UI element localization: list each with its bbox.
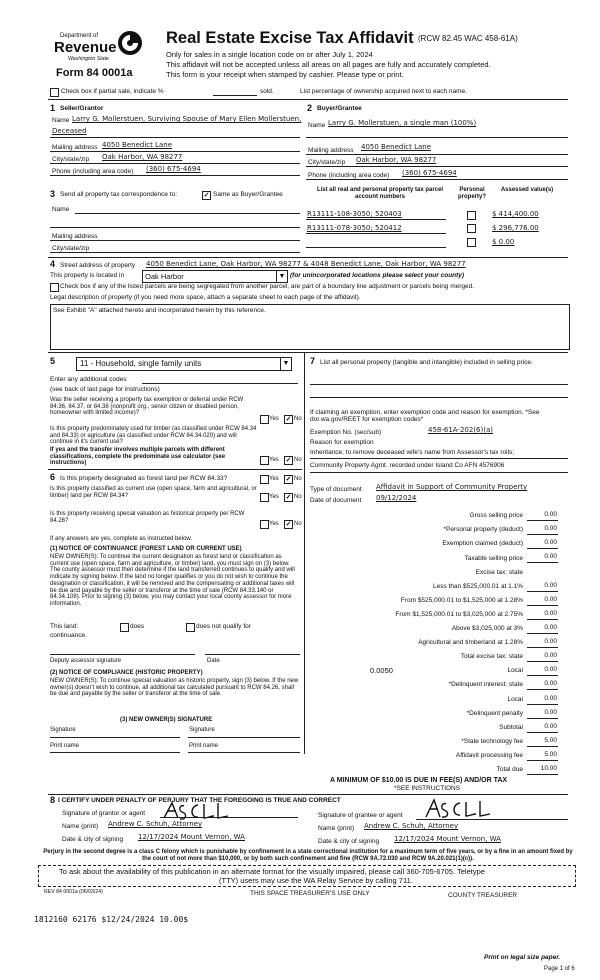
seller-city-label: City/state/zip bbox=[52, 156, 90, 163]
tax-row-label: Agricultural and timberland at 1.28% bbox=[418, 639, 523, 646]
same-as-buyer-label: Same as Buyer/Grantee bbox=[213, 191, 283, 198]
tax-row-label: Total due bbox=[496, 766, 523, 773]
dor-logo-icon bbox=[117, 30, 143, 56]
tax-row-label: Above $3,025,000 at 3% bbox=[451, 625, 523, 632]
divider bbox=[527, 520, 558, 521]
timber-yes-checkbox[interactable] bbox=[260, 456, 269, 465]
tax-row-label: Affidavit processing fee bbox=[455, 752, 523, 759]
grantor-name-label: Name (print) bbox=[62, 823, 99, 830]
document-date-field[interactable]: 09/12/2024 bbox=[376, 494, 417, 502]
buyer-name-field[interactable]: Larry G. Mollerstuen, a single man (100%) bbox=[328, 119, 477, 127]
forest-yes-checkbox[interactable] bbox=[260, 475, 269, 484]
local-rate-value: 0.0050 bbox=[370, 666, 393, 675]
divider bbox=[306, 247, 446, 248]
no-label: No bbox=[294, 416, 302, 422]
section3-mailing-field[interactable] bbox=[50, 240, 300, 241]
section6-number: 6 bbox=[50, 472, 56, 482]
divider bbox=[50, 227, 300, 228]
no-label: No bbox=[294, 494, 302, 500]
grantor-signature-label: Signature of grantor or agent bbox=[62, 810, 146, 817]
deputy-date-label: Date bbox=[207, 658, 220, 664]
compliance-notice-title: (2) NOTICE OF COMPLIANCE (HISTORIC PROPERTY) bbox=[50, 670, 203, 676]
continuance-notice-text: NEW OWNER(S): To continue the current designation as forest land or classification as current use (open space, farm and agriculture, or timber) land, you must sign on (3) below. The county assessor must then determine if the land transferred continues to qualify and will indicate by signing below. If the land no longer qualifies or you do not wish to continue the designation or classification, it will be removed and the compensating or additional taxes will be due and payable by the seller or transferor at the time of sale (RCW 84.33.140 or 84.34.108). Prior to signing (3) below, you may contact your local county assessor for more information. bbox=[50, 554, 295, 608]
seller-heading: Seller/Grantor bbox=[60, 105, 104, 112]
divider bbox=[527, 718, 558, 719]
tax-row-value[interactable]: 5.00 bbox=[544, 737, 557, 744]
tax-row-label: From $1,525,000.01 to $3,025,000 at 2.75% bbox=[395, 611, 523, 618]
historic-question: Is this property receiving special valuation as historical property per RCW 84.26? bbox=[50, 511, 245, 524]
tax-row-label: *State technology fee bbox=[461, 738, 523, 745]
yes-label: Yes bbox=[269, 416, 279, 422]
divider bbox=[304, 352, 305, 754]
buyer-phone-label: Phone (including area code) bbox=[308, 172, 390, 179]
divider bbox=[306, 179, 568, 180]
document-type-label: Type of document bbox=[310, 486, 362, 493]
dept-revenue: Revenue bbox=[54, 39, 117, 56]
personal-property-checkbox[interactable] bbox=[467, 211, 476, 220]
street-address-field[interactable]: 4050 Benedict Lane, Oak Harbor, WA 98277 & 4048 Benedict Lane, Oak Harbor, WA 98277 bbox=[146, 260, 466, 268]
located-label: This property is located in bbox=[50, 272, 125, 279]
section3-number: 3 bbox=[50, 189, 56, 199]
does-checkbox[interactable] bbox=[120, 623, 129, 632]
divider bbox=[416, 819, 568, 820]
tax-row-label: Gross selling price bbox=[469, 512, 523, 519]
tax-row-value[interactable]: 0.00 bbox=[544, 652, 557, 659]
buyer-heading-number: 2 bbox=[307, 103, 313, 113]
divider bbox=[306, 154, 568, 155]
tax-row-label: Exemption claimed (deduct) bbox=[442, 540, 523, 547]
new-owner-print-name-field[interactable] bbox=[188, 752, 300, 753]
divider bbox=[527, 704, 558, 705]
document-date-label: Date of document bbox=[310, 497, 362, 504]
divider bbox=[50, 163, 300, 164]
section7-number: 7 bbox=[310, 356, 316, 366]
seller-mailing-field[interactable]: 4050 Benedict Lane bbox=[102, 141, 173, 149]
tax-row-value[interactable]: 0.00 bbox=[544, 666, 557, 673]
tax-row-value[interactable]: 0.00 bbox=[544, 680, 557, 687]
tax-row-value[interactable]: 0.00 bbox=[544, 511, 557, 518]
continuance-label: continuance. bbox=[50, 632, 87, 639]
yes-label: Yes bbox=[269, 521, 279, 527]
exemption-reason-field-cont[interactable]: Community Property Agmt. recorded under Island Co AFN 4576906 bbox=[310, 462, 505, 469]
dept-line1: Department of bbox=[60, 33, 99, 39]
divider bbox=[527, 774, 558, 775]
cashier-stamp: 1812160 62176 $12/24/2024 10.00$ bbox=[34, 915, 189, 924]
buyer-city-label: City/state/zip bbox=[308, 159, 346, 166]
new-owner-signature-heading: (3) NEW OWNER(S) SIGNATURE bbox=[120, 717, 213, 723]
divider bbox=[527, 647, 558, 648]
grantee-signature-label: Signature of grantee or agent bbox=[318, 812, 403, 819]
section3-name-label: Name bbox=[52, 206, 70, 213]
divider bbox=[50, 175, 300, 176]
tax-row-label: *Delinquent interest: state bbox=[448, 681, 523, 688]
seller-name-field[interactable]: Larry G. Mollerstuen, Surviving Spouse of Mary Ellen Mollerstuen, bbox=[72, 115, 302, 123]
grantor-signature[interactable] bbox=[160, 800, 232, 822]
divider bbox=[527, 760, 558, 761]
buyer-heading: Buyer/Grantee bbox=[317, 105, 362, 112]
seller-name-field-cont[interactable]: Deceased bbox=[52, 127, 87, 135]
parcel-number-field[interactable]: R13111-078-3050; 520412 bbox=[307, 224, 402, 232]
no-label: No bbox=[294, 457, 302, 463]
exemption-question: Was the seller receiving a property tax exemption or deferral under RCW 84.36, 84.37, or 84.38 (nonprofit org., senior citizen or disabled person, homeowner with limited income)? bbox=[50, 397, 244, 417]
see-back-note: (see back of last page for instructions) bbox=[50, 386, 160, 393]
location-selected-value: Oak Harbor bbox=[145, 272, 184, 281]
buyer-mailing-label: Mailing address bbox=[308, 147, 354, 154]
buyer-phone-field[interactable]: (360) 675-4694 bbox=[402, 169, 457, 177]
partial-sale-checkbox[interactable] bbox=[50, 88, 59, 97]
buyer-city-field[interactable]: Oak Harbor, WA 98277 bbox=[356, 156, 437, 164]
signature-label: Signature bbox=[50, 727, 76, 733]
unincorporated-note: (for unincorporated locations please select your county) bbox=[290, 272, 465, 279]
divider bbox=[527, 633, 558, 634]
yes-label: Yes bbox=[269, 494, 279, 500]
divider bbox=[48, 257, 568, 258]
street-label: Street address of property bbox=[60, 262, 136, 269]
alt-format-line1: To ask about the availability of this publication in an alternate format for the visually impaired, please call 360-705-6705. Teletype bbox=[59, 867, 485, 876]
total-due-value[interactable]: 10.00 bbox=[540, 765, 557, 772]
tax-row-value[interactable]: 0.00 bbox=[544, 723, 557, 730]
if-yes-note: If any answers are yes, complete as instructed below. bbox=[50, 536, 193, 542]
buyer-name-label: Name bbox=[308, 122, 326, 129]
new-owner-print-name-field[interactable] bbox=[50, 752, 180, 753]
tax-row-value[interactable]: 0.00 bbox=[544, 525, 557, 532]
divider bbox=[160, 817, 298, 818]
tax-row-value[interactable]: 0.00 bbox=[544, 709, 557, 716]
exemption-yes-checkbox[interactable] bbox=[260, 415, 269, 424]
timber-question: Is this property predominately used for timber (as classified under RCW 84.34 and 84.33) or agriculture (as classified under RCW 84.34.020) and will continue in it's current use? bbox=[50, 426, 257, 446]
divider bbox=[306, 219, 446, 220]
deputy-signature-field[interactable] bbox=[50, 654, 195, 655]
tax-row-value[interactable]: 5.00 bbox=[544, 751, 557, 758]
page-number: Page 1 of 6 bbox=[544, 966, 575, 972]
personal-property-field[interactable] bbox=[310, 384, 568, 385]
exemption-no-checkbox[interactable]: ✓ bbox=[285, 416, 292, 423]
exemption-number-label: Exemption No. (sec/sub) bbox=[310, 429, 382, 436]
tax-row-label: *Delinquent penalty bbox=[466, 710, 523, 717]
does-not-checkbox[interactable] bbox=[186, 623, 195, 632]
historic-no-checkbox[interactable]: ✓ bbox=[285, 521, 292, 528]
divider bbox=[310, 472, 568, 473]
county-treasurer-label: COUNTY TREASURER bbox=[448, 892, 518, 899]
no-label: No bbox=[294, 476, 302, 482]
forest-question: Is this property designated as forest land per RCW 84.33? bbox=[60, 475, 228, 482]
divider bbox=[306, 233, 446, 234]
divider bbox=[50, 151, 300, 152]
parcel-column-header: List all real and personal property tax parcel account numbers bbox=[316, 187, 444, 200]
see-instructions-note: *SEE INSTRUCTIONS bbox=[394, 785, 461, 792]
grantee-name-field[interactable]: Andrew C. Schuh, Attorney bbox=[364, 822, 459, 830]
divider bbox=[527, 732, 558, 733]
exemption-number-field[interactable]: 458-61A-202(6)(a) bbox=[428, 426, 493, 434]
compliance-notice-text: NEW OWNER(S): To continue special valuation as historic property, sign (3) below. If the new owner(s) doesn't wish to continue, all additional tax calculated pursuant to RCW 84.26, shall be due and payable by the seller or transferor at the time of sale. bbox=[50, 678, 299, 698]
does-label: does bbox=[130, 623, 145, 630]
tax-row-value[interactable]: 0.00 bbox=[544, 695, 557, 702]
alt-format-line2: (TTY) users may use the WA Relay Service by calling 711. bbox=[219, 876, 413, 885]
tax-row-label: Total excise tax: state bbox=[460, 653, 523, 660]
divider bbox=[310, 458, 568, 459]
perjury-notice: Perjury in the second degree is a class C felony which is punishable by confinement in a state correctional institution for a maximum term of five years, or by a fine in an amount fixed by the court of not more than $10,000, or by both such confinement and fine (RCW 9A.72.030 and RCW 9A.20.021(1)(c)). bbox=[43, 849, 573, 862]
continuance-notice-title: (1) NOTICE OF CONTINUANCE (FOREST LAND OR CURRENT USE) bbox=[50, 546, 242, 552]
divider bbox=[527, 591, 558, 592]
same-as-buyer-checkbox[interactable]: ✓ bbox=[203, 192, 210, 199]
segregated-label: Check box if any of the listed parcels are being segregated from another parcel, are part of a boundary line adjustment or parcels being merged. bbox=[60, 283, 475, 290]
section3-heading: Send all property tax correspondence to: bbox=[60, 191, 178, 198]
timber-question-note: If yes and the transfer involves multiple parcels with different classifications, complete the predominate use calculator (see instructions) bbox=[50, 447, 226, 467]
section4-number: 4 bbox=[50, 259, 56, 269]
this-land-label: This land: bbox=[50, 623, 79, 630]
grantor-name-field[interactable]: Andrew C. Schuh, Attorney bbox=[108, 820, 203, 828]
seller-phone-label: Phone (including area code) bbox=[52, 168, 134, 175]
personal-property-checkbox[interactable] bbox=[467, 238, 476, 247]
personal-property-column-header: Personal property? bbox=[457, 187, 486, 200]
tax-row-label: Local bbox=[507, 667, 523, 674]
tax-row-value[interactable]: 0.00 bbox=[544, 539, 557, 546]
seller-mailing-label: Mailing address bbox=[52, 144, 98, 151]
header-line2: This affidavit will not be accepted unless all areas on all pages are fully and accurately completed. bbox=[166, 60, 491, 69]
tax-row-value[interactable]: 0.00 bbox=[544, 624, 557, 631]
location-select[interactable] bbox=[142, 270, 288, 283]
grantee-date-city-label: Date & city of signing bbox=[318, 838, 380, 845]
tax-row-label: Less than $525,000.01 at 1.1% bbox=[433, 583, 523, 590]
divider bbox=[527, 746, 558, 747]
assessed-value-field[interactable]: $ 0.00 bbox=[492, 238, 515, 246]
divider bbox=[306, 137, 568, 138]
tax-row-label: From $525,000.01 to $1,525,000 at 1.28% bbox=[400, 597, 523, 604]
seller-phone-field[interactable]: (360) 675-4694 bbox=[146, 165, 201, 173]
new-owner-signature-field[interactable] bbox=[50, 737, 180, 738]
segregated-checkbox[interactable] bbox=[50, 283, 59, 292]
divider bbox=[527, 619, 558, 620]
land-use-select[interactable] bbox=[76, 357, 292, 371]
section5-number: 5 bbox=[50, 356, 56, 366]
divider bbox=[527, 605, 558, 606]
timber-no-checkbox[interactable]: ✓ bbox=[285, 457, 292, 464]
divider bbox=[527, 661, 558, 662]
exemption-intro: If claiming an exemption, enter exemption code and reason for exemption. *See dor.wa.gov/REET for exemption codes* bbox=[310, 409, 540, 424]
grantee-date-city-field[interactable]: 12/17/2024 Mount Vernon, WA bbox=[394, 835, 501, 843]
minimum-due-note: A MINIMUM OF $10.00 IS DUE IN FEE(S) AND/OR TAX bbox=[330, 777, 508, 784]
yes-label: Yes bbox=[269, 457, 279, 463]
divider bbox=[306, 166, 568, 167]
divider bbox=[527, 675, 558, 676]
current-use-question: Is this property classified as current use (open space, farm and agricultural, or timber) land per RCW 84.34? bbox=[50, 486, 257, 499]
revision-code: REV 84 0001a (06/03/24) bbox=[44, 889, 103, 895]
certify-statement: I CERTIFY UNDER PENALTY OF PERJURY THAT THE FOREGOING IS TRUE AND CORRECT bbox=[58, 797, 341, 804]
current-use-no-checkbox[interactable]: ✓ bbox=[285, 494, 292, 501]
tax-row-label: Excise tax: state bbox=[475, 569, 523, 576]
yes-label: Yes bbox=[269, 476, 279, 482]
tax-row-value[interactable]: 0.00 bbox=[544, 638, 557, 645]
does-not-label: does not qualify for bbox=[196, 623, 251, 630]
buyer-mailing-field[interactable]: 4050 Benedict Lane bbox=[361, 143, 432, 151]
personal-property-checkbox[interactable] bbox=[467, 224, 476, 233]
divider bbox=[48, 469, 302, 470]
divider bbox=[527, 534, 558, 535]
sold-label: sold. bbox=[260, 88, 274, 95]
assessed-value-field[interactable]: $ 296,776.00 bbox=[492, 224, 539, 232]
section3-mailing-label: Mailing address bbox=[52, 233, 98, 240]
deputy-date-field[interactable] bbox=[205, 654, 300, 655]
exemption-reason-label: Reason for exemption bbox=[310, 439, 374, 446]
seller-city-field[interactable]: Oak Harbor, WA 98277 bbox=[102, 153, 183, 161]
tax-row-label: Local bbox=[507, 696, 523, 703]
seller-heading-number: 1 bbox=[50, 103, 56, 113]
legal-description-text: See Exhibit "A" attached hereto and incorporated herein by this reference. bbox=[53, 307, 266, 314]
section8-number: 8 bbox=[50, 795, 56, 805]
historic-yes-checkbox[interactable] bbox=[260, 520, 269, 529]
tax-row-value[interactable]: 0.00 bbox=[544, 582, 557, 589]
divider bbox=[527, 562, 558, 563]
seller-name-label: Name bbox=[52, 117, 70, 124]
grantee-signature[interactable] bbox=[422, 797, 494, 821]
deputy-signature-label: Deputy assessor signature bbox=[50, 658, 122, 664]
grantor-date-city-field[interactable]: 12/17/2024 Mount Vernon, WA bbox=[138, 833, 245, 841]
parcel-number-field[interactable]: R13111-108-3050; 520403 bbox=[307, 210, 402, 218]
additional-codes-label: Enter any additional codes bbox=[50, 376, 127, 383]
grantor-date-city-label: Date & city of signing bbox=[62, 836, 124, 843]
divider bbox=[48, 794, 568, 795]
assessed-value-column-header: Assessed value(s) bbox=[500, 187, 554, 193]
forest-no-checkbox[interactable]: ✓ bbox=[285, 476, 292, 483]
form-number: Form 84 0001a bbox=[56, 67, 133, 79]
current-use-yes-checkbox[interactable] bbox=[260, 493, 269, 502]
chevron-down-icon[interactable]: ▼ bbox=[280, 358, 291, 370]
personal-property-field[interactable] bbox=[310, 397, 568, 398]
alt-format-box bbox=[38, 865, 576, 887]
chevron-down-icon[interactable]: ▼ bbox=[276, 271, 287, 282]
section3-name-field[interactable] bbox=[75, 213, 300, 214]
section7-heading: List all personal property (tangible and intangible) included in selling price. bbox=[320, 359, 533, 366]
tax-row-label: Taxable selling price bbox=[464, 555, 523, 562]
no-label: No bbox=[294, 521, 302, 527]
tax-row-value[interactable]: 0.00 bbox=[544, 553, 557, 560]
section3-city-label: City/state/zip bbox=[52, 245, 90, 252]
tax-row-value[interactable]: 0.00 bbox=[544, 610, 557, 617]
new-owner-signature-field[interactable] bbox=[188, 737, 300, 738]
section3-city-field[interactable] bbox=[50, 252, 300, 253]
land-use-selected-value: 11 - Household, single family units bbox=[80, 359, 202, 368]
grantee-name-label: Name (print) bbox=[318, 825, 355, 832]
print-name-label: Print name bbox=[50, 743, 80, 749]
assessed-value-field[interactable]: $ 414,400.00 bbox=[492, 210, 539, 218]
divider bbox=[527, 689, 558, 690]
divider bbox=[50, 137, 300, 138]
print-name-label: Print name bbox=[189, 743, 219, 749]
exemption-reason-field[interactable]: Inheritance; to remove deceased wife's name from Assessor's tax rolls; bbox=[310, 449, 515, 456]
legal-paper-note: Print on legal size paper. bbox=[484, 954, 561, 961]
legal-description-label: Legal description of property (if you need more space, attach a separate sheet to each page of the affidavit). bbox=[50, 294, 361, 301]
partial-sale-percent-field[interactable] bbox=[213, 95, 257, 96]
additional-codes-field[interactable] bbox=[142, 383, 298, 384]
divider bbox=[48, 99, 568, 100]
rcw-reference: (RCW 82.45 WAC 458-61A) bbox=[418, 34, 518, 43]
tax-row-label: Subtotal bbox=[499, 724, 523, 731]
partial-sale-label: Check box if partial sale, indicate % bbox=[61, 88, 164, 95]
tax-row-label: *Personal property (deduct) bbox=[443, 526, 523, 533]
ownership-note: List percentage of ownership acquired next to each name. bbox=[300, 88, 467, 95]
treasurer-use-label: THIS SPACE TREASURER'S USE ONLY bbox=[250, 890, 370, 897]
page-title: Real Estate Excise Tax Affidavit bbox=[166, 29, 414, 47]
legal-description-field[interactable] bbox=[50, 304, 570, 350]
signature-label: Signature bbox=[189, 727, 215, 733]
header-line1: Only for sales in a single location code on or after July 1, 2024 bbox=[166, 50, 373, 59]
divider bbox=[527, 548, 558, 549]
tax-row-value[interactable]: 0.00 bbox=[544, 596, 557, 603]
header-line3: This form is your receipt when stamped by cashier. Please type or print. bbox=[166, 70, 404, 79]
divider bbox=[48, 352, 568, 353]
dept-state: Washington State bbox=[68, 56, 109, 62]
document-type-field[interactable]: Affidavit in Support of Community Property bbox=[376, 483, 528, 491]
